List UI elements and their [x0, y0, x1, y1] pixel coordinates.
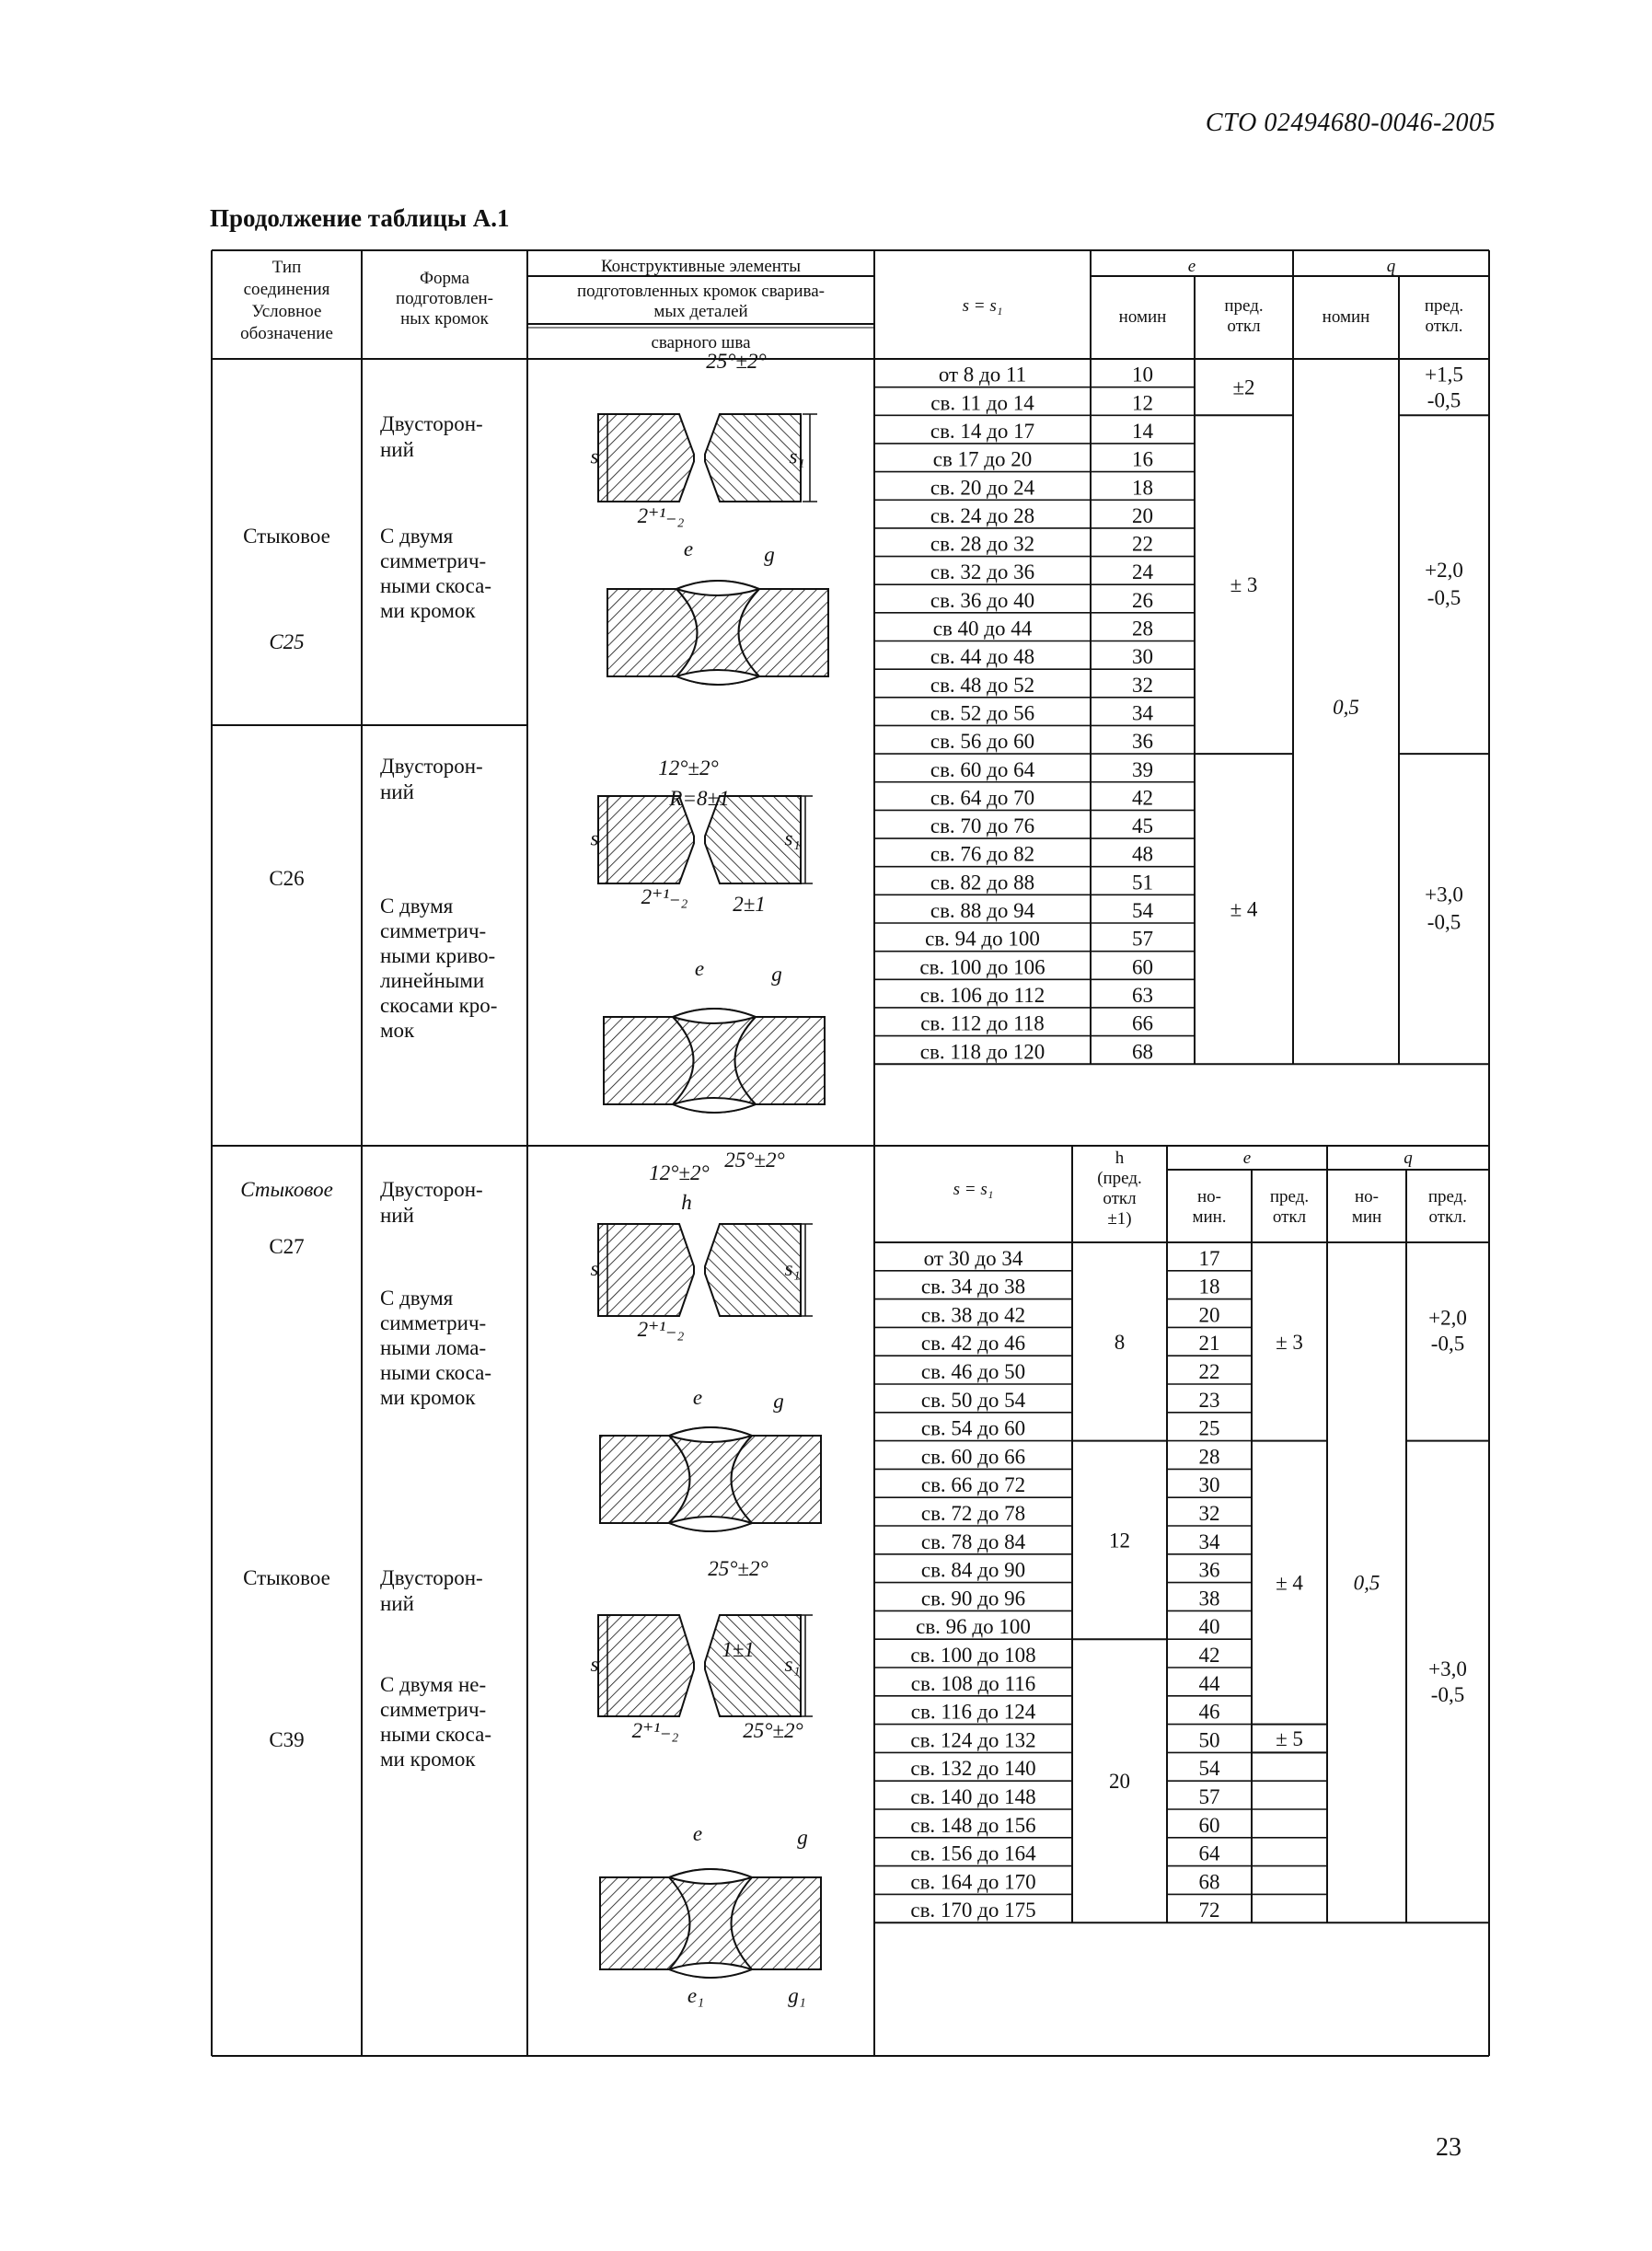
c39-angle-label: 25°±2°	[708, 1557, 768, 1580]
edge-form: линейными	[380, 969, 485, 992]
edge-form: С двумя	[380, 895, 454, 918]
table-row-range: от 8 до 11	[938, 363, 1027, 387]
e-tolerance: ± 4	[1230, 897, 1258, 921]
table-row-e: 24	[1132, 560, 1153, 584]
type-header: обозначение	[240, 324, 333, 343]
joint-code: С39	[269, 1728, 305, 1751]
e-header: e	[1187, 257, 1196, 276]
table-row-e: 20	[1198, 1303, 1220, 1327]
tol-header: откл	[1272, 1207, 1307, 1227]
tol-header: пред.	[1224, 296, 1264, 316]
form-header: подготовлен-	[395, 289, 494, 308]
edge-form: ний	[380, 1592, 414, 1615]
q-tolerance: -0,5	[1427, 586, 1461, 610]
table-row-range: св. 132 до 140	[910, 1757, 1036, 1781]
table-row-range: св. 96 до 100	[916, 1615, 1031, 1639]
table-row-e: 22	[1132, 532, 1153, 556]
edge-form: скосами кро-	[380, 994, 498, 1017]
c39-weld-body	[600, 1869, 821, 1978]
table-row-range: св. 34 до 38	[920, 1275, 1026, 1299]
c26-gap-label: 2⁺¹₋₂	[641, 885, 688, 908]
table-row-range: св. 54 до 60	[920, 1416, 1026, 1440]
c26-s1-label: s₁	[784, 826, 801, 850]
c39-g-label: g	[797, 1826, 808, 1849]
table-row-e: 30	[1198, 1473, 1220, 1497]
table-row-range: св. 66 до 72	[920, 1473, 1026, 1497]
tol-header: пред.	[1424, 296, 1464, 316]
h-value: 20	[1109, 1770, 1130, 1794]
table-row-e: 21	[1198, 1332, 1220, 1356]
s-header: s = s₁	[962, 296, 1003, 316]
table-row-range: св. 42 до 46	[920, 1332, 1026, 1356]
edge-form: Двусторон-	[380, 412, 483, 435]
joint-code: С25	[269, 630, 305, 653]
table-row-e: 57	[1132, 927, 1153, 951]
table-row-e: 39	[1132, 757, 1153, 781]
q-tolerance: +3,0	[1428, 1657, 1467, 1681]
tol-header: откл.	[1425, 317, 1463, 336]
table-row-range: св. 82 до 88	[930, 871, 1035, 895]
table-row-range: св. 52 до 56	[930, 701, 1035, 725]
table-row-e: 54	[1198, 1757, 1220, 1781]
c39-e-label: e	[692, 1822, 703, 1845]
edge-form: ми кромок	[380, 599, 476, 622]
table-row-range: св. 148 до 156	[910, 1813, 1036, 1837]
c39-angle2-label: 25°±2°	[743, 1719, 803, 1742]
table-row-e: 18	[1198, 1275, 1220, 1299]
c27-h-label: h	[681, 1191, 692, 1214]
c26-s-label: s	[590, 826, 599, 850]
nomin-header: мин.	[1192, 1207, 1227, 1227]
construct-header: сварного шва	[651, 333, 751, 352]
table-row-range: св. 94 до 100	[925, 927, 1040, 951]
table-row-range: св. 170 до 175	[910, 1899, 1036, 1922]
tol-header: пред.	[1427, 1187, 1468, 1206]
table-row-range: св. 106 до 112	[919, 983, 1045, 1007]
edge-form: Двусторон-	[380, 1566, 483, 1589]
h-value: 12	[1109, 1529, 1130, 1553]
table-row-range: св. 28 до 32	[930, 532, 1035, 556]
table-caption: Продолжение таблицы А.1	[210, 204, 510, 232]
table-row-range: св 17 до 20	[932, 447, 1033, 471]
edge-form: ний	[380, 438, 414, 461]
table-row-e: 26	[1132, 588, 1153, 612]
c39-s1-label: s₁	[784, 1653, 801, 1676]
edge-form: симметрич-	[380, 1311, 487, 1334]
table-row-range: св. 156 до 164	[910, 1841, 1036, 1865]
table-row-range: св. 100 до 108	[910, 1644, 1036, 1667]
table-row-e: 45	[1132, 814, 1153, 838]
construct-header: мых деталей	[653, 302, 748, 321]
table-row-range: св. 32 до 36	[930, 560, 1035, 584]
c26-angle-label: 12°±2°	[658, 756, 719, 779]
h-value: 8	[1114, 1330, 1126, 1354]
c27-angle2-label: 25°±2°	[724, 1149, 785, 1172]
e-tolerance: ± 3	[1230, 573, 1258, 597]
table-row-range: св. 124 до 132	[910, 1728, 1036, 1752]
c25-prep-right-plate	[705, 414, 801, 502]
table-row-e: 36	[1198, 1558, 1220, 1582]
q-tolerance: +3,0	[1425, 883, 1463, 906]
c27-s1-label: s₁	[784, 1257, 801, 1280]
nomin-header: номин	[1118, 307, 1167, 327]
tol-header: откл	[1227, 317, 1261, 336]
c25-e-label: e	[683, 537, 694, 560]
c26-g-label: g	[771, 963, 782, 986]
type-header: соединения	[243, 280, 330, 299]
edge-form: ми кромок	[380, 1386, 476, 1409]
table-row-e: 34	[1132, 701, 1153, 725]
e-tolerance: ± 5	[1276, 1727, 1303, 1750]
c39-prep-left-plate	[598, 1615, 694, 1716]
c27-angle-label: 12°±2°	[649, 1161, 710, 1184]
table-row-range: св. 112 до 118	[920, 1011, 1045, 1035]
document-code: СТО 02494680-0046-2005	[1205, 109, 1496, 137]
table-row-e: 40	[1198, 1615, 1220, 1639]
mask	[1397, 251, 1401, 275]
table-row-range: св. 36 до 40	[930, 588, 1035, 612]
table-row-e: 60	[1132, 955, 1153, 979]
edge-form: ными криво-	[380, 944, 496, 967]
nomin-header: но-	[1197, 1187, 1221, 1206]
table-row-range: св. 76 до 82	[930, 842, 1035, 866]
c27-e-label: e	[692, 1386, 703, 1409]
q-nomin: 0,5	[1333, 696, 1359, 720]
e-header: e	[1242, 1149, 1252, 1168]
table-row-range: св. 24 до 28	[930, 503, 1035, 527]
edge-form: симметрич-	[380, 549, 487, 572]
table-row-e: 64	[1198, 1841, 1220, 1865]
tol-header: откл.	[1428, 1207, 1467, 1227]
table-row-range: св. 60 до 66	[920, 1445, 1026, 1469]
q-header: q	[1404, 1149, 1413, 1168]
s-header: s = s₁	[953, 1180, 994, 1199]
c27-prep-left-plate	[598, 1224, 694, 1316]
edge-form: ний	[380, 780, 414, 803]
c25-s-label: s	[590, 444, 599, 468]
table-row-e: 60	[1198, 1813, 1220, 1837]
c25-prep-left-plate	[598, 414, 694, 502]
form-header: Форма	[419, 269, 470, 288]
construct-header: подготовленных кромок сварива-	[576, 282, 826, 301]
c39-s-label: s	[590, 1653, 599, 1676]
table-row-e: 68	[1132, 1040, 1153, 1064]
edge-form: С двумя	[380, 525, 454, 548]
table-row-e: 20	[1132, 503, 1153, 527]
q-tolerance: -0,5	[1427, 910, 1461, 934]
q-tolerance: +1,5	[1425, 363, 1463, 387]
table-row-range: св. 60 до 64	[930, 757, 1035, 781]
table-row-range: св. 56 до 60	[930, 730, 1035, 754]
edge-form: ными лома-	[380, 1336, 487, 1359]
table-row-range: св. 11 до 14	[930, 391, 1034, 415]
table-row-range: св. 88 до 94	[930, 899, 1035, 922]
c27-gap-label: 2⁺¹₋₂	[637, 1318, 685, 1341]
q-tolerance: +2,0	[1428, 1306, 1467, 1330]
c39-gap-label: 2⁺¹₋₂	[631, 1719, 679, 1742]
table-row-range: св 40 до 44	[932, 617, 1033, 641]
joint-type: Стыковое	[243, 1566, 330, 1589]
table-row-range: св. 84 до 90	[920, 1558, 1026, 1582]
table-row-range: св. 44 до 48	[930, 645, 1035, 669]
table-row-range: св. 90 до 96	[920, 1587, 1026, 1610]
page-number: 23	[1436, 2133, 1461, 2162]
c25-s1-label: s₁	[789, 444, 805, 468]
h-header: откл	[1103, 1189, 1137, 1208]
table-row-e: 10	[1132, 363, 1153, 387]
e-tolerance: ± 3	[1276, 1330, 1303, 1354]
table-row-e: 32	[1198, 1502, 1220, 1525]
c26-radius-label: R=8±1	[669, 787, 730, 810]
q-nomin: 0,5	[1353, 1571, 1381, 1595]
joint-code: С27	[269, 1235, 305, 1258]
c27-g-label: g	[773, 1390, 784, 1413]
table-row-e: 42	[1198, 1644, 1220, 1667]
c39-e1-label: e₁	[687, 1984, 705, 2007]
table-row-range: св. 38 до 42	[920, 1303, 1026, 1327]
c25-g-label: g	[764, 543, 775, 566]
edge-form: симметрич-	[380, 919, 487, 942]
q-tolerance: -0,5	[1427, 388, 1461, 412]
c26-e-label: e	[694, 957, 705, 980]
table-row-range: св. 100 до 106	[919, 955, 1045, 979]
edge-form: ми кромок	[380, 1748, 476, 1771]
table-row-e: 22	[1198, 1360, 1220, 1383]
edge-form: мок	[380, 1019, 415, 1042]
e-tolerance: ± 4	[1276, 1571, 1303, 1595]
table-row-range: св. 78 до 84	[920, 1530, 1026, 1553]
form-header: ных кромок	[400, 309, 489, 329]
table-row-e: 50	[1198, 1728, 1220, 1752]
table-row-e: 25	[1198, 1416, 1220, 1440]
type-header: Тип	[271, 258, 302, 277]
table-row-e: 57	[1198, 1785, 1220, 1808]
table-row-e: 66	[1132, 1011, 1153, 1035]
nomin-header: но-	[1355, 1187, 1379, 1206]
edge-form: Двусторон-	[380, 755, 483, 778]
table-row-e: 17	[1198, 1246, 1220, 1270]
c25-gap-label: 2⁺¹₋₂	[637, 504, 685, 527]
table-row-e: 42	[1132, 786, 1153, 810]
table-row-e: 44	[1198, 1671, 1220, 1695]
table-row-e: 18	[1132, 476, 1153, 500]
q-tolerance: +2,0	[1425, 559, 1463, 583]
table-row-e: 14	[1132, 419, 1153, 443]
table-row-range: св. 72 до 78	[920, 1502, 1026, 1525]
edge-form: С двумя не-	[380, 1673, 487, 1696]
table-row-e: 48	[1132, 842, 1153, 866]
table-row-range: св. 116 до 124	[910, 1700, 1036, 1724]
table-row-e: 54	[1132, 899, 1153, 922]
table-row-e: 63	[1132, 983, 1153, 1007]
c39-land-label: 1±1	[722, 1638, 755, 1661]
c25-angle-label: 25°±2°	[706, 350, 767, 373]
table-row-range: св. 64 до 70	[930, 786, 1035, 810]
table-row-e: 68	[1198, 1870, 1220, 1894]
h-header: (пред.	[1097, 1169, 1142, 1188]
q-tolerance: -0,5	[1430, 1332, 1465, 1356]
h-header: ±1)	[1107, 1209, 1132, 1229]
e-tolerance: ±2	[1232, 375, 1255, 399]
table-row-range: св. 48 до 52	[930, 673, 1035, 697]
c26-land-label: 2±1	[733, 893, 766, 916]
nomin-header: мин	[1351, 1207, 1382, 1227]
edge-form: Двусторон-	[380, 1178, 483, 1201]
edge-form: ными скоса-	[380, 1361, 492, 1384]
table-row-range: св. 70 до 76	[930, 814, 1035, 838]
table-row-e: 36	[1132, 730, 1153, 754]
table-row-e: 12	[1132, 391, 1153, 415]
table-row-e: 23	[1198, 1388, 1220, 1412]
h-header: h	[1115, 1149, 1125, 1168]
joint-type: Стыковое	[240, 1178, 333, 1201]
table-row-range: от 30 до 34	[923, 1246, 1023, 1270]
table-row-range: св. 140 до 148	[910, 1785, 1036, 1808]
table-row-range: св. 20 до 24	[930, 476, 1035, 500]
table-row-range: св. 14 до 17	[930, 419, 1035, 443]
nomin-header: номин	[1322, 307, 1370, 327]
type-header: Условное	[251, 302, 322, 321]
q-header: q	[1386, 257, 1396, 276]
table-row-e: 51	[1132, 871, 1153, 895]
c39-g1-label: g₁	[788, 1984, 806, 2007]
joint-code: С26	[269, 867, 305, 890]
table-row-e: 30	[1132, 645, 1153, 669]
edge-form: ными скоса-	[380, 574, 492, 597]
table-row-range: св. 46 до 50	[920, 1360, 1026, 1383]
table-row-range: св. 50 до 54	[920, 1388, 1026, 1412]
table-row-e: 28	[1198, 1445, 1220, 1469]
table-row-range: св. 118 до 120	[919, 1040, 1045, 1064]
table-row-e: 28	[1132, 617, 1153, 641]
table-row-e: 32	[1132, 673, 1153, 697]
table-row-e: 16	[1132, 447, 1153, 471]
table-row-e: 34	[1198, 1530, 1220, 1553]
table-row-e: 38	[1198, 1587, 1220, 1610]
edge-form: С двумя	[380, 1287, 454, 1310]
table-row-e: 46	[1198, 1700, 1220, 1724]
c27-s-label: s	[590, 1257, 599, 1280]
edge-form: симметрич-	[380, 1698, 487, 1721]
tol-header: пред.	[1269, 1187, 1310, 1206]
edge-form: ний	[380, 1204, 414, 1227]
edge-form: ными скоса-	[380, 1723, 492, 1746]
table-row-range: св. 164 до 170	[910, 1870, 1036, 1894]
table-row-range: св. 108 до 116	[910, 1671, 1036, 1695]
joint-type: Стыковое	[243, 525, 330, 548]
construct-header: Конструктивные элементы	[600, 257, 802, 276]
q-tolerance: -0,5	[1430, 1683, 1465, 1707]
table-row-e: 72	[1198, 1899, 1220, 1922]
